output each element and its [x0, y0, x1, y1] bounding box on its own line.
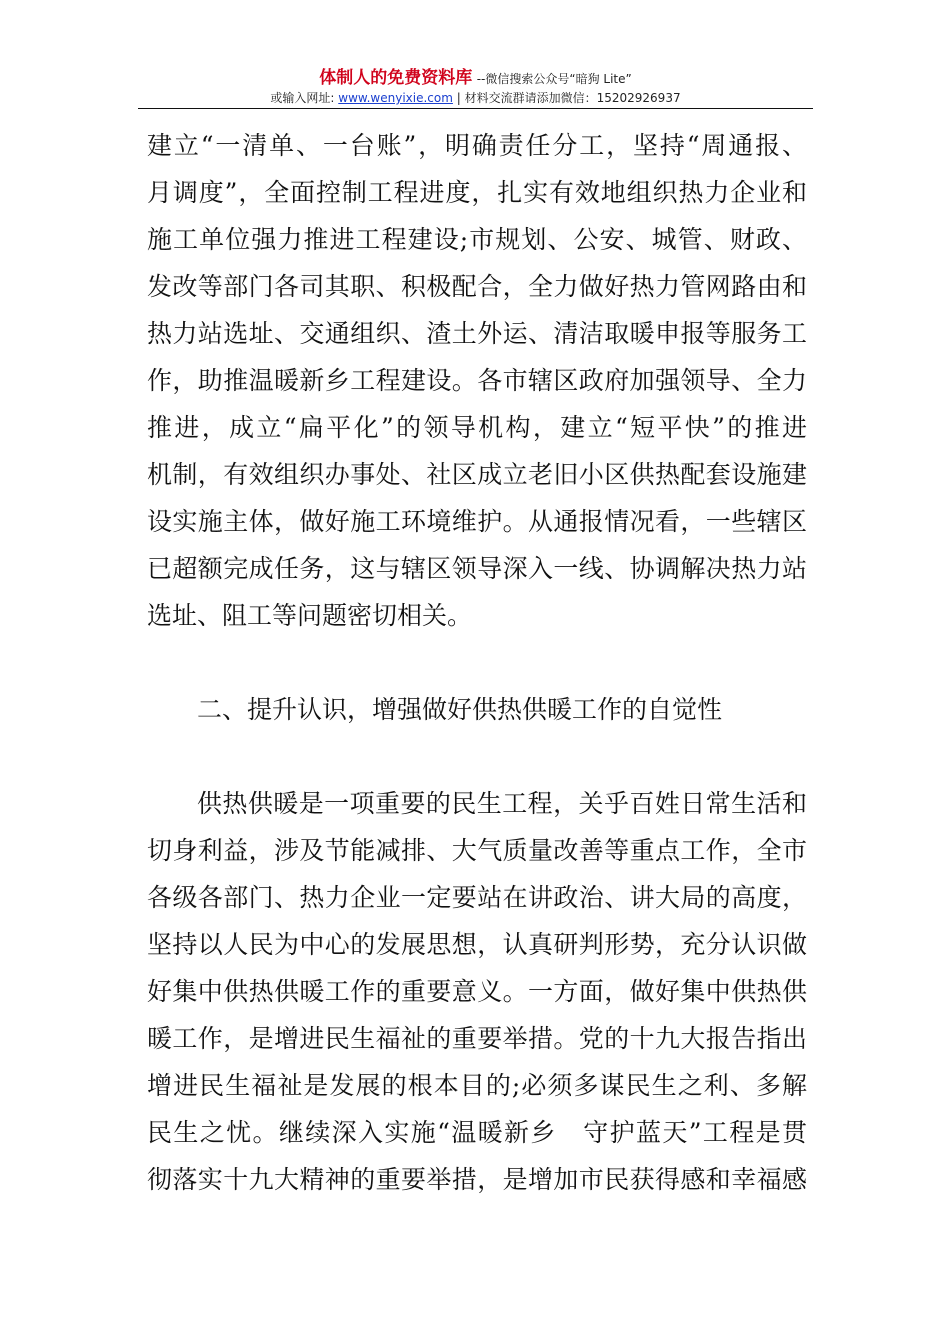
header-divider [138, 108, 813, 109]
text-line: 各级各部门、热力企业一定要站在讲政治、讲大局的高度， [147, 883, 807, 912]
header-title-line [138, 68, 813, 89]
paragraph-1 [147, 122, 807, 639]
section-heading: 二、提升认识，增强做好供热供暖工作的自觉性 [197, 695, 723, 724]
paragraph-2 [147, 780, 807, 1203]
header-tagline: --微信搜索公众号“暗狗 Lite” [476, 72, 632, 86]
brand-title: 体制人的免费资料库 [319, 68, 473, 88]
text-line: 增进民生福祉是发展的根本目的;必须多谋民生之利、多解 [147, 1071, 807, 1100]
paragraph-spacer [147, 733, 807, 780]
text-line: 热力站选址、交通组织、渣土外运、清洁取暖申报等服务工 [147, 319, 807, 348]
text-line: 暖工作，是增进民生福祉的重要举措。党的十九大报告指出 [147, 1024, 807, 1053]
text-line: 切身利益，涉及节能减排、大气质量改善等重点工作，全市 [147, 836, 807, 865]
website-link[interactable]: www.wenyixie.com [338, 91, 453, 105]
text-line: 月调度”，全面控制工程进度，扎实有效地组织热力企业和 [147, 178, 807, 207]
url-label: 或输入网址: [270, 91, 335, 105]
header-info-line [138, 89, 813, 107]
page-header [138, 68, 813, 107]
contact-info: | 材料交流群请添加微信：15202926937 [456, 91, 681, 105]
text-line: 好集中供热供暖工作的重要意义。一方面，做好集中供热供 [147, 977, 807, 1006]
text-line: 发改等部门各司其职、积极配合，全力做好热力管网路由和 [147, 272, 807, 301]
text-line: 作，助推温暖新乡工程建设。各市辖区政府加强领导、全力 [147, 366, 807, 395]
text-line: 供热供暖是一项重要的民生工程，关乎百姓日常生活和 [197, 789, 807, 818]
text-line: 选址、阻工等问题密切相关。 [147, 601, 473, 630]
text-line: 彻落实十九大精神的重要举措，是增加市民获得感和幸福感 [147, 1165, 807, 1194]
text-line: 民生之忧。继续深入实施“温暖新乡 守护蓝天”工程是贯 [147, 1118, 807, 1147]
paragraph-spacer [147, 639, 807, 686]
text-line: 机制，有效组织办事处、社区成立老旧小区供热配套设施建 [147, 460, 807, 489]
text-line: 建立“一清单、一台账”，明确责任分工，坚持“周通报、 [147, 131, 807, 160]
document-body [147, 122, 807, 1203]
text-line: 已超额完成任务，这与辖区领导深入一线、协调解决热力站 [147, 554, 807, 583]
text-line: 设实施主体，做好施工环境维护。从通报情况看，一些辖区 [147, 507, 807, 536]
text-line: 坚持以人民为中心的发展思想，认真研判形势，充分认识做 [147, 930, 807, 959]
text-line: 推进，成立“扁平化”的领导机构，建立“短平快”的推进 [147, 413, 807, 442]
text-line: 施工单位强力推进工程建设;市规划、公安、城管、财政、 [147, 225, 807, 254]
